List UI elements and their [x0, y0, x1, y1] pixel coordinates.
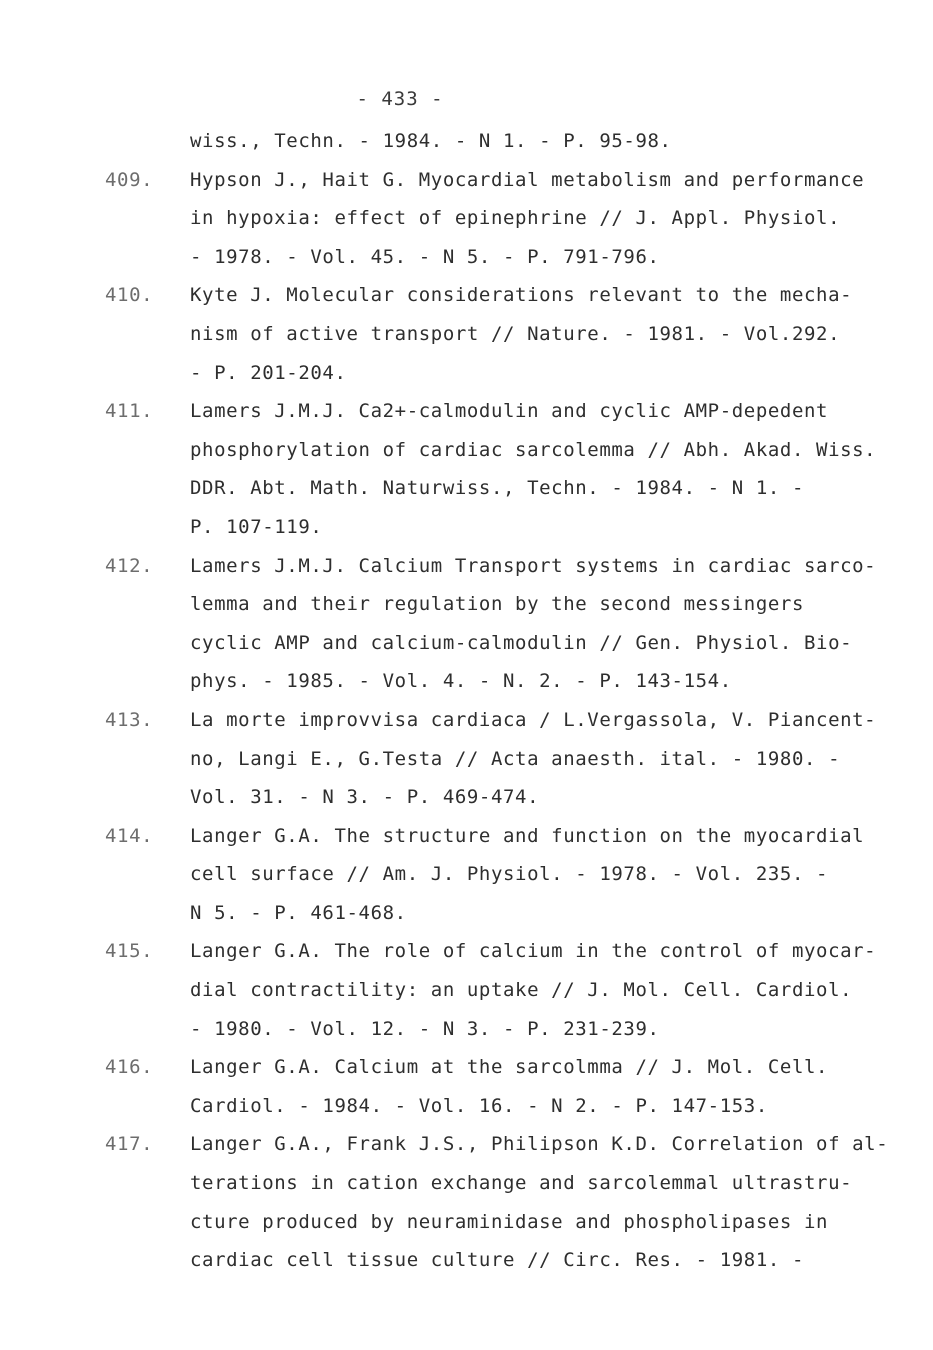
reference-number: 417. [105, 1133, 154, 1156]
reference-line: lemma and their regulation by the second messingers [190, 593, 804, 616]
reference-line: Langer G.A. Calcium at the sarcolmma // J. Mol. Cell. [190, 1056, 829, 1079]
reference-number: 414. [105, 824, 154, 847]
reference-line: - 1978. - Vol. 45. - N 5. - P. 791-796. [190, 245, 660, 268]
reference-line: P. 107-119. [190, 515, 323, 538]
reference-entry-415 [0, 932, 933, 1048]
reference-number: 412. [105, 554, 154, 577]
reference-line: Cardiol. - 1984. - Vol. 16. - N 2. - P. 147-153. [190, 1094, 768, 1117]
reference-line: N 5. - P. 461-468. [190, 901, 407, 924]
reference-line: nism of active transport // Nature. - 1981. - Vol.292. [190, 322, 841, 345]
reference-line: terations in cation exchange and sarcolemmal ultrastru- [190, 1172, 853, 1195]
carryover-line: wiss., Techn. - 1984. - N 1. - P. 95-98. [190, 130, 672, 152]
reference-line: Lamers J.M.J. Ca2+-calmodulin and cyclic AMP-depedent [190, 400, 829, 423]
reference-line: La morte improvvisa cardiaca / L.Vergassola, V. Piancent- [190, 708, 877, 731]
reference-line: no, Langi E., G.Testa // Acta anaesth. ital. - 1980. - [190, 747, 841, 770]
reference-line: Hypson J., Hait G. Myocardial metabolism and performance [190, 168, 865, 191]
reference-number: 415. [105, 940, 154, 963]
reference-entry-416 [0, 1048, 933, 1125]
reference-line: Vol. 31. - N 3. - P. 469-474. [190, 786, 540, 809]
reference-entry-414 [0, 817, 933, 933]
reference-line: cyclic AMP and calcium-calmodulin // Gen. Physiol. Bio- [190, 631, 853, 654]
reference-line: in hypoxia: effect of epinephrine // J. Appl. Physiol. [190, 207, 841, 230]
reference-line: phosphorylation of cardiac sarcolemma // Abh. Akad. Wiss. [190, 438, 877, 461]
reference-line: Langer G.A., Frank J.S., Philipson K.D. Correlation of al- [190, 1133, 889, 1156]
reference-line: phys. - 1985. - Vol. 4. - N. 2. - P. 143-154. [190, 670, 732, 693]
reference-entry-413 [0, 701, 933, 817]
reference-number: 409. [105, 168, 154, 191]
reference-line: Lamers J.M.J. Calcium Transport systems in cardiac sarco- [190, 554, 877, 577]
reference-entry-410 [0, 276, 933, 392]
reference-line: Langer G.A. The role of calcium in the control of myocar- [190, 940, 877, 963]
reference-number: 410. [105, 284, 154, 307]
reference-number: 413. [105, 708, 154, 731]
reference-line: cardiac cell tissue culture // Circ. Res. - 1981. - [190, 1249, 804, 1272]
reference-list [0, 122, 933, 1280]
reference-line: DDR. Abt. Math. Naturwiss., Techn. - 1984. - N 1. - [190, 477, 804, 500]
reference-line: - 1980. - Vol. 12. - N 3. - P. 231-239. [190, 1017, 660, 1040]
reference-number: 416. [105, 1056, 154, 1079]
reference-entry-412 [0, 547, 933, 701]
page-number: - 433 - [356, 88, 444, 110]
reference-line: dial contractility: an uptake // J. Mol. Cell. Cardiol. [190, 979, 853, 1002]
reference-line: cture produced by neuraminidase and phospholipases in [190, 1210, 829, 1233]
reference-line: cell surface // Am. J. Physiol. - 1978. - Vol. 235. - [190, 863, 829, 886]
reference-entry-409 [0, 161, 933, 277]
reference-line: - P. 201-204. [190, 361, 347, 384]
reference-entry-417 [0, 1125, 933, 1279]
reference-number: 411. [105, 400, 154, 423]
reference-line: Langer G.A. The structure and function on the myocardial [190, 824, 865, 847]
reference-line: Kyte J. Molecular considerations relevant to the mecha- [190, 284, 853, 307]
reference-entry-411 [0, 392, 933, 546]
